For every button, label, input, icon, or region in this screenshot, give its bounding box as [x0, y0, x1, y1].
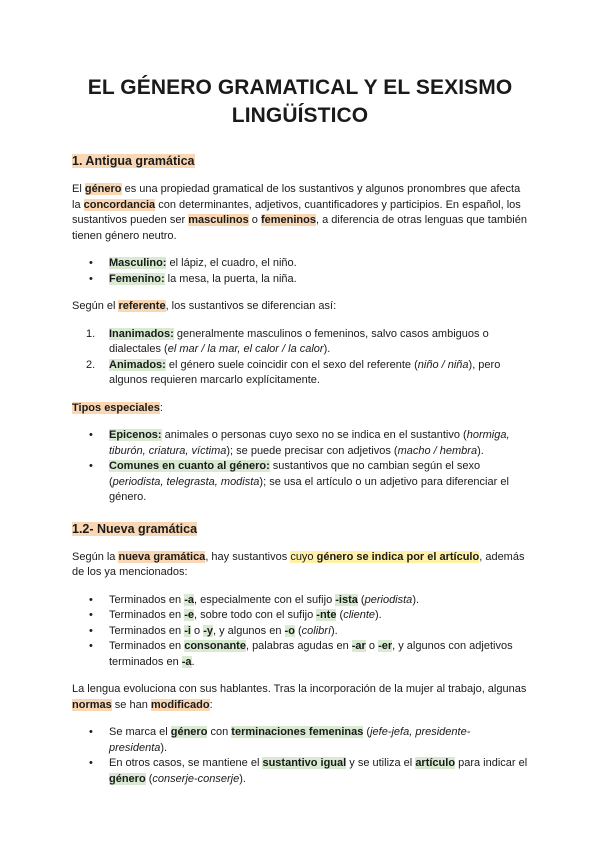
- keyword-femeninos: femeninos: [260, 214, 316, 226]
- tipos-especiales-heading: Tipos especiales:: [72, 401, 163, 414]
- list-item: 2. Animados: el género suele coincidir con el sexo del referente (niño / niña), pero algunos requieren marcarlo explícitamente.: [86, 358, 501, 386]
- title-line-2: LINGÜÍSTICO: [231, 104, 369, 127]
- list-item: • Terminados en -i o -y, y algunos en -o (colibrí).: [72, 624, 528, 640]
- title-line-1: EL GÉNERO GRAMATICAL Y EL SEXISMO: [87, 76, 513, 99]
- list-item: • Se marca el género con terminaciones femeninas (jefe-jefa, presidente-presidenta).: [72, 725, 528, 756]
- list-item: 1. Inanimados: generalmente masculinos o femeninos, salvo casos ambiguos o dialectales (el mar / la mar, el calor / la calor).: [86, 327, 489, 355]
- tipos-especiales-list: [72, 428, 528, 506]
- keyword-concordancia: concordancia: [83, 198, 156, 211]
- cambios-list: [72, 725, 528, 787]
- keyword-genero-articulo: género se indica por el artículo: [316, 550, 480, 563]
- list-item: • Femenino: la mesa, la puerta, la niña.: [72, 272, 528, 288]
- list-item: • Masculino: el lápiz, el cuadro, el niño.: [72, 256, 528, 272]
- evolucion-paragraph: La lengua evoluciona con sus hablantes. Tras la incorporación de la mujer al trabajo, algunas normas se han modificado:: [72, 683, 527, 711]
- document-title: [72, 0, 528, 130]
- keyword-nueva-gramatica: nueva gramática: [118, 550, 206, 563]
- list-item: • Terminados en -e, sobre todo con el sufijo -nte (cliente).: [72, 608, 528, 624]
- terminaciones-list: [72, 593, 528, 671]
- keyword-masculinos: masculinos: [188, 214, 249, 226]
- keyword-referente: referente: [118, 300, 166, 312]
- referente-paragraph: Según el referente, los sustantivos se diferencian así:: [72, 300, 337, 312]
- section-1-heading: 1. Antigua gramática: [72, 154, 195, 168]
- section-2-heading: 1.2- Nueva gramática: [72, 521, 198, 536]
- referente-numbered-list: [72, 327, 528, 389]
- keyword-modificado: modificado: [150, 698, 210, 711]
- section-1-intro: El género es una propiedad gramatical de los sustantivos y algunos pronombres que afecta la concordancia con determinantes, adjetivos, cuantificadores y participios. En español, los sustantivos pueden ser masculinos o femeninos, a diferencia de otras lenguas que también tienen género neutro.: [72, 183, 527, 242]
- keyword-genero: género: [84, 183, 122, 195]
- list-item: • En otros casos, se mantiene el sustantivo igual y se utiliza el artículo para indicar el género (conserje-conserje).: [72, 756, 528, 787]
- section-2-intro: Según la nueva gramática, hay sustantivos cuyo género se indica por el artículo, además de los ya mencionados:: [72, 550, 525, 578]
- gender-examples-list: [72, 256, 528, 287]
- list-item: • Terminados en -a, especialmente con el sufijo -ista (periodista).: [72, 593, 528, 609]
- list-item: • Epicenos: animales o personas cuyo sexo no se indica en el sustantivo (hormiga, tiburón, criatura, víctima); se puede precisar con adjetivos (macho / hembra).: [72, 428, 528, 459]
- keyword-normas: normas: [72, 698, 112, 711]
- list-item: • Terminados en consonante, palabras agudas en -ar o -er, y algunos con adjetivos terminados en -a.: [72, 639, 528, 670]
- list-item: • Comunes en cuanto al género: sustantivos que no cambian según el sexo (periodista, telegrasta, modista); se usa el artículo o un adjetivo para diferenciar el género.: [72, 459, 528, 506]
